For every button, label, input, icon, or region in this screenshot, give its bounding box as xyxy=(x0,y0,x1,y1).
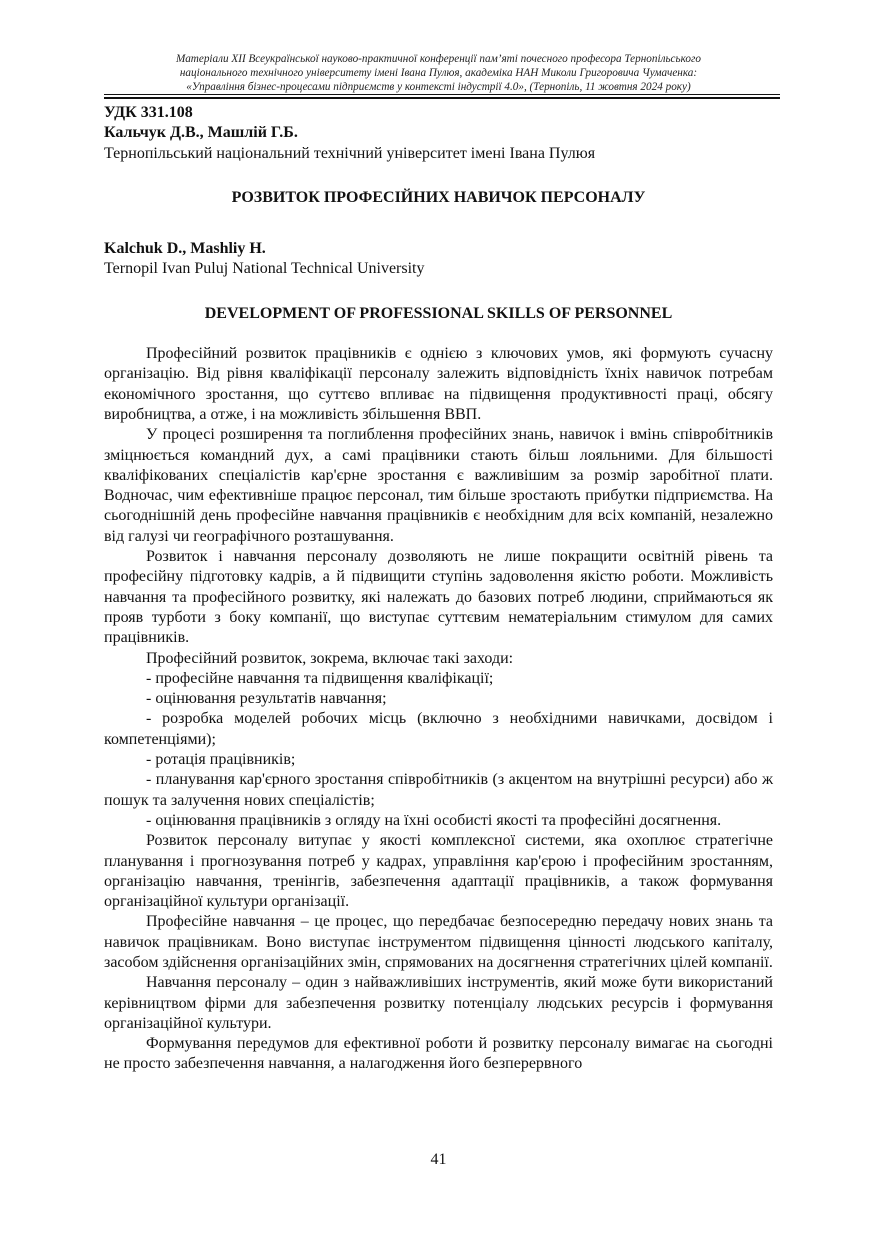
paragraph-7: Навчання персоналу – один з найважливіших інструментів, який може бути використаний керівництвом фірми для забезпечення розвитку потенціалу людських ресурсів і формування організаційної культури. xyxy=(104,974,773,1032)
header-rule-thick xyxy=(104,97,780,99)
list-item: - професійне навчання та підвищення кваліфікації; xyxy=(146,669,494,687)
list-item: - оцінювання результатів навчання; xyxy=(146,690,387,708)
article-title-uk: РОЗВИТОК ПРОФЕСІЙНИХ НАВИЧОК ПЕРСОНАЛУ xyxy=(231,188,646,206)
paragraph-4: Професійний розвиток, зокрема, включає такі заходи: xyxy=(146,649,514,667)
running-header xyxy=(96,52,781,94)
list-item: - оцінювання працівників з огляду на їхні особисті якості та професійні досягнення. xyxy=(146,811,722,829)
udk-code: УДК 331.108 xyxy=(104,104,193,121)
running-header-line-2: національного технічного університету імені Івана Пулюя, академіка НАН Миколи Григоровича Чумаченка: xyxy=(179,67,698,79)
running-header-line-1: Матеріали XII Всеукраїнської науково-практичної конференції пам’яті почесного професора Тернопільського xyxy=(176,53,701,65)
affiliation-en: Ternopil Ivan Puluj National Technical University xyxy=(104,260,425,278)
page-number: 41 xyxy=(430,1151,447,1168)
paragraph-2: У процесі розширення та поглиблення професійних знань, навичок і вмінь співробітників зміцнюється командний дух, а самі працівники стають більш лояльними. Для більшості кваліфікованих спеціалістів кар'єрне зростання є важливішим за розмір заробітної плати. Водночас, чим ефективніше працює персонал, тим більше зростають прибутки підприємства. На сьогоднішній день професійне навчання працівників є необхідним для всіх компаній, незалежно від галузі чи географічного розташування. xyxy=(104,426,773,545)
paragraph-3: Розвиток і навчання персоналу дозволяють не лише покращити освітній рівень та професійну підготовку кадрів, а й підвищити ступінь задоволення якістю роботи. Можливість навчання та професійного розвитку, які належать до базових потреб людини, сприймаються як прояв турботи з боку компанії, що виступає суттєвим нематеріальним стимулом для самих працівників. xyxy=(104,548,773,647)
running-header-line-3: «Управління бізнес-процесами підприємств у контексті індустрії 4.0», (Тернопіль, 11 жовтня 2024 року) xyxy=(186,81,691,93)
paragraph-5: Розвиток персоналу витупає у якості комплексної системи, яка охоплює стратегічне планування і прогнозування потреб у кадрах, управління кар'єрою і професійним зростанням, організацію навчання, тренінгів, забезпечення адаптації працівників, а також формування організаційної культури організації. xyxy=(104,832,773,911)
authors-uk: Кальчук Д.В., Машлій Г.Б. xyxy=(104,124,298,142)
list-item: - планування кар'єрного зростання співробітників (з акцентом на внутрішні ресурси) або ж пошук та залучення нових спеціалістів; xyxy=(104,771,773,809)
article-title-en: DEVELOPMENT OF PROFESSIONAL SKILLS OF PERSONNEL xyxy=(204,304,673,322)
authors-en: Kalchuk D., Mashliy H. xyxy=(104,240,266,258)
list-item: - розробка моделей робочих місць (включно з необхідними навичками, досвідом і компетенціями); xyxy=(104,710,773,748)
header-rule-thin xyxy=(104,94,780,95)
measures-list xyxy=(104,669,773,831)
article-body xyxy=(104,103,773,1075)
affiliation-uk: Тернопільський національний технічний університет імені Івана Пулюя xyxy=(104,144,596,162)
paragraph-6: Професійне навчання – це процес, що передбачає безпосередню передачу нових знань та навичок працівникам. Воно виступає інструментом підвищення цінності людського капіталу, засобом здійснення організаційних змін, спрямованих на досягнення стратегічних цілей компанії. xyxy=(104,913,773,971)
paragraph-1: Професійний розвиток працівників є однією з ключових умов, які формують сучасну організацію. Від рівня кваліфікації персоналу залежить відповідність їхніх навичок потребам економічного зростання, що суттєво впливає на підвищення продуктивності праці, обсягу виробництва, а отже, і на можливість збільшення ВВП. xyxy=(104,345,773,423)
list-item: - ротація працівників; xyxy=(146,751,296,769)
paragraph-8: Формування передумов для ефективної роботи й розвитку персоналу вимагає на сьогодні не просто забезпечення навчання, а налагодження його безперервного xyxy=(104,1035,773,1073)
